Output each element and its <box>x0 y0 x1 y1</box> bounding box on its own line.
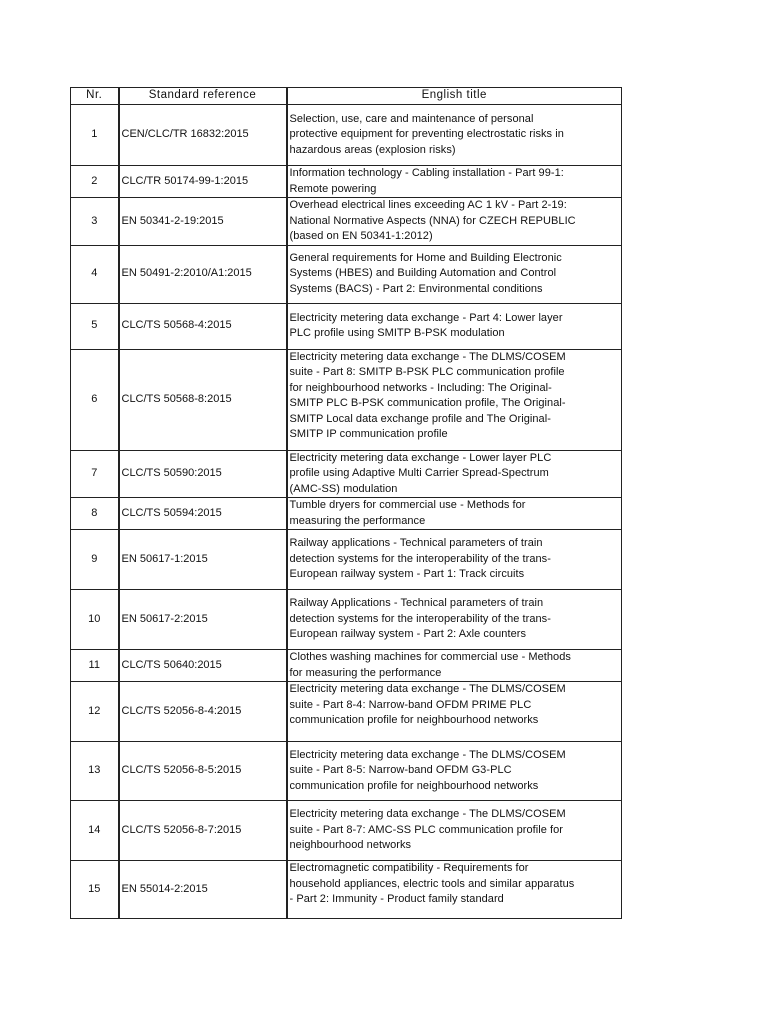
english-title <box>287 349 622 450</box>
title-line: Systems (BACS) - Part 2: Environmental conditions <box>289 282 543 295</box>
title-line: PLC profile using SMITP B-PSK modulation <box>289 327 505 339</box>
english-title <box>287 198 622 246</box>
standard-reference: EN 50617-2:2015 <box>119 590 287 650</box>
standard-reference: CLC/TS 52056-8-7:2015 <box>119 801 287 861</box>
table-row <box>71 105 622 166</box>
title-line: neighbourhood networks <box>289 839 412 852</box>
title-line: Tumble dryers for commercial use - Methods for <box>289 499 526 511</box>
row-number: 3 <box>71 198 119 246</box>
english-title <box>287 682 622 742</box>
standard-reference: CLC/TS 50568-8:2015 <box>119 349 287 450</box>
english-title <box>287 498 622 530</box>
title-line: Electricity metering data exchange - The DLMS/COSEM <box>289 350 566 363</box>
table-row <box>71 349 622 450</box>
standards-table <box>70 87 622 919</box>
row-number: 1 <box>71 105 119 166</box>
title-line: suite - Part 8-7: AMC-SS PLC communication profile for <box>289 823 564 836</box>
title-line: Railway applications - Technical parameters of train <box>289 537 543 550</box>
table-row <box>71 801 622 861</box>
english-title <box>287 590 622 650</box>
table-row <box>71 742 622 801</box>
table-row <box>71 245 622 303</box>
table-row <box>71 303 622 349</box>
row-number: 10 <box>71 590 119 650</box>
table-row <box>71 198 622 246</box>
title-line: (AMC-SS) modulation <box>289 482 398 495</box>
row-number: 4 <box>71 245 119 303</box>
title-line: profile using Adaptive Multi Carrier Spread-Spectrum <box>289 467 549 479</box>
title-line: detection systems for the interoperability of the trans- <box>289 552 551 565</box>
title-line: for neighbourhood networks - Including: The Original- <box>289 381 552 394</box>
row-number: 6 <box>71 349 119 450</box>
english-title <box>287 450 622 498</box>
title-line: for measuring the performance <box>289 666 442 679</box>
row-number: 14 <box>71 801 119 861</box>
row-number: 5 <box>71 303 119 349</box>
title-line: (based on EN 50341-1:2012) <box>289 230 433 242</box>
row-number: 13 <box>71 742 119 801</box>
table-row <box>71 450 622 498</box>
header-row <box>71 88 622 105</box>
title-line: Overhead electrical lines exceeding AC 1 kV - Part 2-19: <box>289 199 567 211</box>
title-line: communication profile for neighbourhood networks <box>289 779 539 792</box>
table-row <box>71 498 622 530</box>
english-title <box>287 166 622 198</box>
table-row <box>71 530 622 590</box>
title-line: - Part 2: Immunity - Product family standard <box>289 893 504 905</box>
title-line: Systems (HBES) and Building Automation and Control <box>289 267 557 280</box>
title-line: suite - Part 8-4: Narrow-band OFDM PRIME PLC <box>289 698 532 711</box>
row-number: 11 <box>71 650 119 682</box>
title-line: suite - Part 8: SMITP B-PSK PLC communication profile <box>289 366 565 378</box>
title-line: Electricity metering data exchange - The DLMS/COSEM <box>289 748 566 761</box>
title-line: Railway Applications - Technical parameters of train <box>289 597 544 610</box>
english-title <box>287 530 622 590</box>
english-title <box>287 861 622 919</box>
header-standard-reference: Standard reference <box>119 88 287 105</box>
table-row <box>71 166 622 198</box>
standard-reference: EN 50341-2-19:2015 <box>119 198 287 246</box>
title-line: European railway system - Part 1: Track circuits <box>289 568 525 581</box>
english-title <box>287 245 622 303</box>
standard-reference: CLC/TS 50568-4:2015 <box>119 303 287 349</box>
english-title <box>287 105 622 166</box>
standard-reference: EN 55014-2:2015 <box>119 861 287 919</box>
english-title <box>287 742 622 801</box>
title-line: Clothes washing machines for commercial use - Methods <box>289 651 571 663</box>
table-body <box>71 105 622 919</box>
table-row <box>71 590 622 650</box>
standard-reference: CLC/TS 52056-8-4:2015 <box>119 682 287 742</box>
standard-reference: CEN/CLC/TR 16832:2015 <box>119 105 287 166</box>
standard-reference: CLC/TS 50590:2015 <box>119 450 287 498</box>
title-line: communication profile for neighbourhood networks <box>289 714 539 726</box>
standard-reference: CLC/TR 50174-99-1:2015 <box>119 166 287 198</box>
row-number: 8 <box>71 498 119 530</box>
title-line: protective equipment for preventing electrostatic risks in <box>289 128 564 141</box>
english-title <box>287 650 622 682</box>
title-line: suite - Part 8-5: Narrow-band OFDM G3-PLC <box>289 764 512 777</box>
title-line: Selection, use, care and maintenance of personal <box>289 112 534 125</box>
title-line: SMITP Local data exchange profile and The Original- <box>289 412 551 425</box>
title-line: European railway system - Part 2: Axle counters <box>289 628 527 641</box>
title-line: Information technology - Cabling installation - Part 99-1: <box>289 167 564 179</box>
header-english-title: English title <box>287 88 622 105</box>
title-line: detection systems for the interoperability of the trans- <box>289 612 551 625</box>
standard-reference: CLC/TS 52056-8-5:2015 <box>119 742 287 801</box>
title-line: Electromagnetic compatibility - Requirements for <box>289 862 529 874</box>
title-line: National Normative Aspects (NNA) for CZECH REPUBLIC <box>289 214 576 227</box>
table-row <box>71 861 622 919</box>
english-title <box>287 303 622 349</box>
standard-reference: CLC/TS 50640:2015 <box>119 650 287 682</box>
title-line: Electricity metering data exchange - Part 4: Lower layer <box>289 311 563 324</box>
row-number: 15 <box>71 861 119 919</box>
title-line: Electricity metering data exchange - The DLMS/COSEM <box>289 808 566 821</box>
standard-reference: EN 50491-2:2010/A1:2015 <box>119 245 287 303</box>
title-line: measuring the performance <box>289 514 426 527</box>
title-line: household appliances, electric tools and similar apparatus <box>289 877 575 890</box>
title-line: hazardous areas (explosion risks) <box>289 143 456 156</box>
row-number: 12 <box>71 682 119 742</box>
table-row <box>71 682 622 742</box>
title-line: SMITP IP communication profile <box>289 428 448 440</box>
table-row <box>71 650 622 682</box>
row-number: 2 <box>71 166 119 198</box>
title-line: Electricity metering data exchange - Lower layer PLC <box>289 451 552 464</box>
title-line: Remote powering <box>289 182 377 195</box>
title-line: Electricity metering data exchange - The DLMS/COSEM <box>289 683 566 695</box>
row-number: 7 <box>71 450 119 498</box>
header-nr: Nr. <box>71 88 119 105</box>
standard-reference: CLC/TS 50594:2015 <box>119 498 287 530</box>
row-number: 9 <box>71 530 119 590</box>
title-line: SMITP PLC B-PSK communication profile, The Original- <box>289 397 566 409</box>
title-line: General requirements for Home and Building Electronic <box>289 251 562 264</box>
english-title <box>287 801 622 861</box>
standard-reference: EN 50617-1:2015 <box>119 530 287 590</box>
